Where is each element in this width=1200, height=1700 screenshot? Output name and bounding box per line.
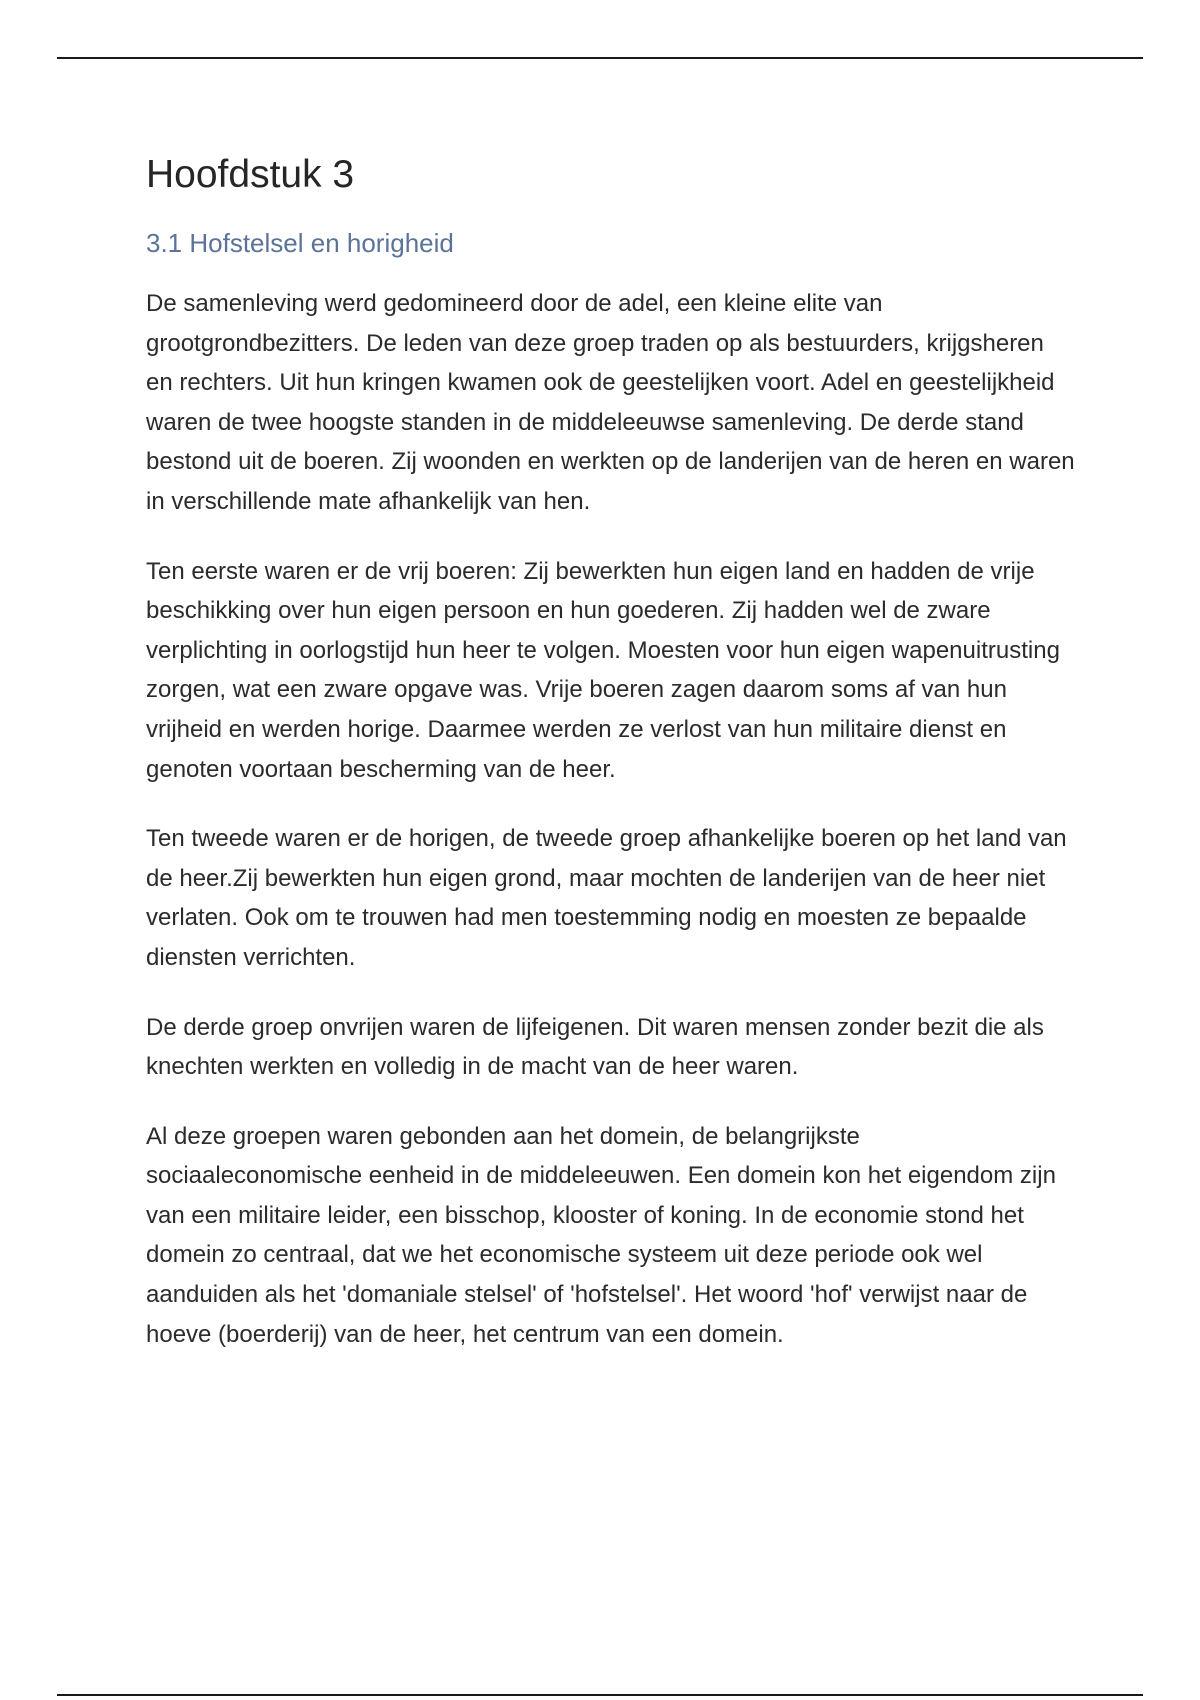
paragraph-2: Ten eerste waren er de vrij boeren: Zij bewerkten hun eigen land en hadden de vrije beschikking over hun eigen persoon en hun goederen. Zij hadden wel de zware verplichting in oorlogstijd hun heer te volgen. Moesten voor hun eigen wapenuitrusting zorgen, wat een zware opgave was. Vrije boeren zagen daarom soms af van hun vrijheid en werden horige. Daarmee werden ze verlost van hun militaire dienst en genoten voortaan bescherming van de heer. — [146, 557, 1060, 783]
paragraph-5: Al deze groepen waren gebonden aan het domein, de belangrijkste sociaaleconomische eenheid in de middeleeuwen. Een domein kon het eigendom zijn van een militaire leider, een bisschop, klooster of koning. In de economie stond het domein zo centraal, dat we het economische systeem uit deze periode ook wel aanduiden als het 'domaniale stelsel' of 'hofstelsel'. Het woord 'hof' verwijst naar de hoeve (boerderij) van de heer, het centrum van een domein. — [146, 1122, 1056, 1348]
document-body — [146, 148, 1076, 1384]
paragraph-1: De samenleving werd gedomineerd door de adel, een kleine elite van grootgrondbezitters. De leden van deze groep traden op als bestuurders, krijgsheren en rechters. Uit hun kringen kwamen ook de geestelijken voort. Adel en geestelijkheid waren de twee hoogste standen in de middeleeuwse samenleving. De derde stand bestond uit de boeren. Zij woonden en werkten op de landerijen van de heren en waren in verschillende mate afhankelijk van hen. — [146, 290, 1075, 515]
paragraph-3: Ten tweede waren er de horigen, de tweede groep afhankelijke boeren op het land van de heer.Zij bewerkten hun eigen grond, maar mochten de landerijen van de heer niet verlaten. Ook om te trouwen had men toestemming nodig en moesten ze bepaalde diensten verrichten. — [146, 825, 1067, 971]
header-rule — [57, 57, 1143, 59]
footer-rule — [57, 1694, 1143, 1696]
chapter-title: Hoofdstuk 3 — [146, 153, 355, 196]
section-title: 3.1 Hofstelsel en horigheid — [146, 228, 454, 258]
paragraph-4: De derde groep onvrijen waren de lijfeigenen. Dit waren mensen zonder bezit die als knechten werkten en volledig in de macht van de heer waren. — [146, 1013, 1044, 1081]
